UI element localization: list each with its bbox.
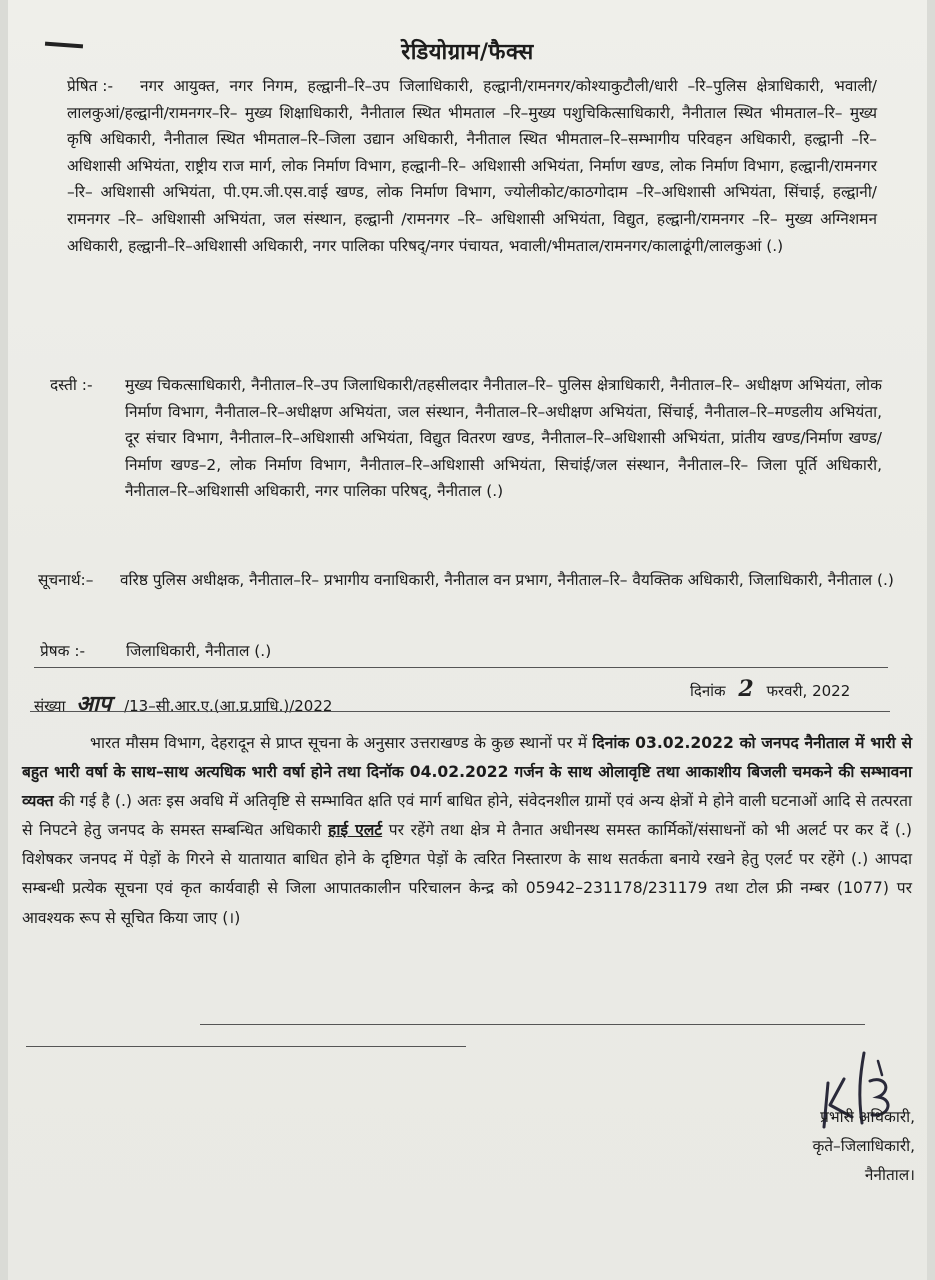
reference-number xyxy=(34,688,332,718)
preshak-text: जिलाधिकारी, नैनीताल (.) xyxy=(126,642,272,660)
document-title: रेडियोग्राम/फैक्स xyxy=(401,40,534,65)
suchnarth-label: सूचनार्थ:– xyxy=(38,571,94,589)
sankhya-label: संख्या xyxy=(34,697,66,715)
divider-end-1 xyxy=(200,1024,865,1025)
reference-date xyxy=(690,676,850,702)
date-label: दिनांक xyxy=(690,682,726,700)
dasti-text: मुख्य चिकत्साधिकारी, नैनीताल–रि–उप जिलाधिकारी/तहसीलदार नैनीताल–रि– पुलिस क्षेत्राधिकारी, नैनीताल–रि– अधीक्षण अभियंता, लोक निर्माण विभाग, नैनीताल–रि–अधीक्षण अभियंता, जल संस्थान, नैनीताल–रि–अधीक्षण अभियंता, सिंचाई, नैनीताल–रि–मण्डलीय अभियंता, दूर संचार विभाग, नैनीताल–रि–अधिशासी अभियंता, विद्युत वितरण खण्ड, नैनीताल–रि–अधिशासी अभियंता, प्रांतीय खण्ड/निर्माण खण्ड/निर्माण खण्ड–2, लोक निर्माण विभाग, नैनीताल–रि–अधिशासी अभियंता, सिचांई/जल संस्थान, नैनीताल–रि– जिला पूर्ति अधिकारी, नैनीताल–रि–अधिशासी अधिकारी, नगर पालिका परिषद्, नैनीताल (.) xyxy=(125,376,882,501)
dasti-label: दस्ती :- xyxy=(50,376,93,394)
body-paragraph xyxy=(22,729,912,933)
divider-end-2 xyxy=(26,1046,466,1047)
suchnarth-text: वरिष्ठ पुलिस अधीक्षक, नैनीताल–रि– प्रभागीय वनाधिकारी, नैनीताल वन प्रभाग, नैनीताल–रि– वैयक्तिक अधिकारी, जिलाधिकारी, नैनीताल (.) xyxy=(120,571,894,589)
body-bold-high-alert: हाई एलर्ट xyxy=(328,821,383,840)
date-rest: फरवरी, 2022 xyxy=(766,682,851,700)
signature-block xyxy=(812,1103,915,1190)
signatory-on-behalf: कृते–जिलाधिकारी, xyxy=(812,1137,915,1155)
recipients-prashit xyxy=(67,73,877,259)
body-bold-1: दिनांक 03.02.2022 को जनपद नैनीताल में भारी से बहुत भारी वर्षा के साथ–साथ अत्यधिक भारी वर्षा होने तथा दिनॉक 04.02.2022 गर्जन के साथ ओलावृष्टि तथा आकाशीय बिजली चमकने की सम्भावना व्यक्त xyxy=(22,734,912,811)
prashit-label: प्रेषित :- xyxy=(67,77,114,95)
signatory-designation: प्रभारी अधिकारी, xyxy=(820,1108,915,1126)
preshak-label: प्रेषक :- xyxy=(40,642,86,660)
divider-top xyxy=(34,667,888,668)
sender-preshak xyxy=(40,638,540,665)
sankhya-handwritten: आप xyxy=(76,691,112,717)
body-text-1: भारत मौसम विभाग, देहरादून से प्राप्त सूचना के अनुसार उत्तराखण्ड के कुछ स्थानों पर में xyxy=(90,734,593,752)
body-text-3: पर रहेंगे तथा क्षेत्र मे तैनात अधीनस्थ समस्त कार्मिकों/संसाधनों को भी अलर्ट पर कर दें (.) विशेषकर जनपद में पेड़ों के गिरने से यातायात बाधित होने के दृष्टिगत पेड़ों के त्वरित निस्तारण के साथ सतर्कता बनाये रखने हेतु एलर्ट पर रहेंगे (.) आपदा सम्बन्धी प्रत्येक सूचना एवं कृत कार्यवाही से जिला आपातकालीन परिचालन केन्द्र को 05942–231178/231179 तथा टोल फ्री नम्बर (1077) पर आवश्यक रूप से सूचित किया जाए (।) xyxy=(22,821,912,927)
sankhya-rest: /13–सी.आर.ए.(आ.प्र.प्राधि.)/2022 xyxy=(124,697,333,715)
recipients-dasti xyxy=(50,372,882,505)
recipients-suchnarth xyxy=(38,567,904,594)
signatory-place: नैनीताल। xyxy=(864,1166,915,1184)
prashit-text: नगर आयुक्त, नगर निगम, हल्द्वानी–रि–उप जिलाधिकारी, हल्द्वानी/रामनगर/कोश्याकुटौली/धारी –रि–पुलिस क्षेत्राधिकारी, भवाली/लालकुआं/हल्द्वानी/रामनगर–रि– मुख्य शिक्षाधिकारी, नैनीताल स्थित भीमताल –रि–मुख्य पशुचिकित्साधिकारी, नैनीताल स्थित भीमताल–रि– मुख्य कृषि अधिकारी, नैनीताल स्थित भीमताल–रि–जिला उद्यान अधिकारी, नैनीताल स्थित भीमताल–रि–सम्भागीय परिवहन अधिकारी, हल्द्वानी –रि– अधिशासी अभियंता, राष्ट्रीय राज मार्ग, लोक निर्माण विभाग, हल्द्वानी–रि– अधिशासी अभियंता, निर्माण खण्ड, लोक निर्माण विभाग, हल्द्वानी/रामनगर –रि– अधिशासी अभियंता, पी.एम.जी.एस.वाई खण्ड, लोक निर्माण विभाग, ज्योलीकोट/काठगोदाम –रि–अधिशासी अभियंता, सिंचाई, हल्द्वानी/रामनगर –रि– अधिशासी अभियंता, जल संस्थान, हल्द्वानी /रामनगर –रि– अधिशासी अभियंता, विद्युत, हल्द्वानी/रामनगर –रि– मुख्य अग्निशमन अधिकारी, हल्द्वानी–रि–अधिशासी अधिकारी, नगर पालिका परिषद्/नगर पंचायत, भवाली/भीमताल/रामनगर/कालाढूंगी/लालकुआं (.) xyxy=(67,77,877,255)
divider-mid xyxy=(30,711,890,712)
body-text-2: की गई है (.) अतः इस अवधि में अतिवृष्टि से सम्भावित क्षति एवं मार्ग बाधित होने, संवेदनशील ग्रामों एवं अन्य क्षेत्रों मे होने वाली घटनाओं आदि से तत्परता से निपटने हेतु जनपद के समस्त सम्बन्धित अधिकारी xyxy=(22,792,912,840)
date-day-handwritten: 2 xyxy=(738,676,754,702)
